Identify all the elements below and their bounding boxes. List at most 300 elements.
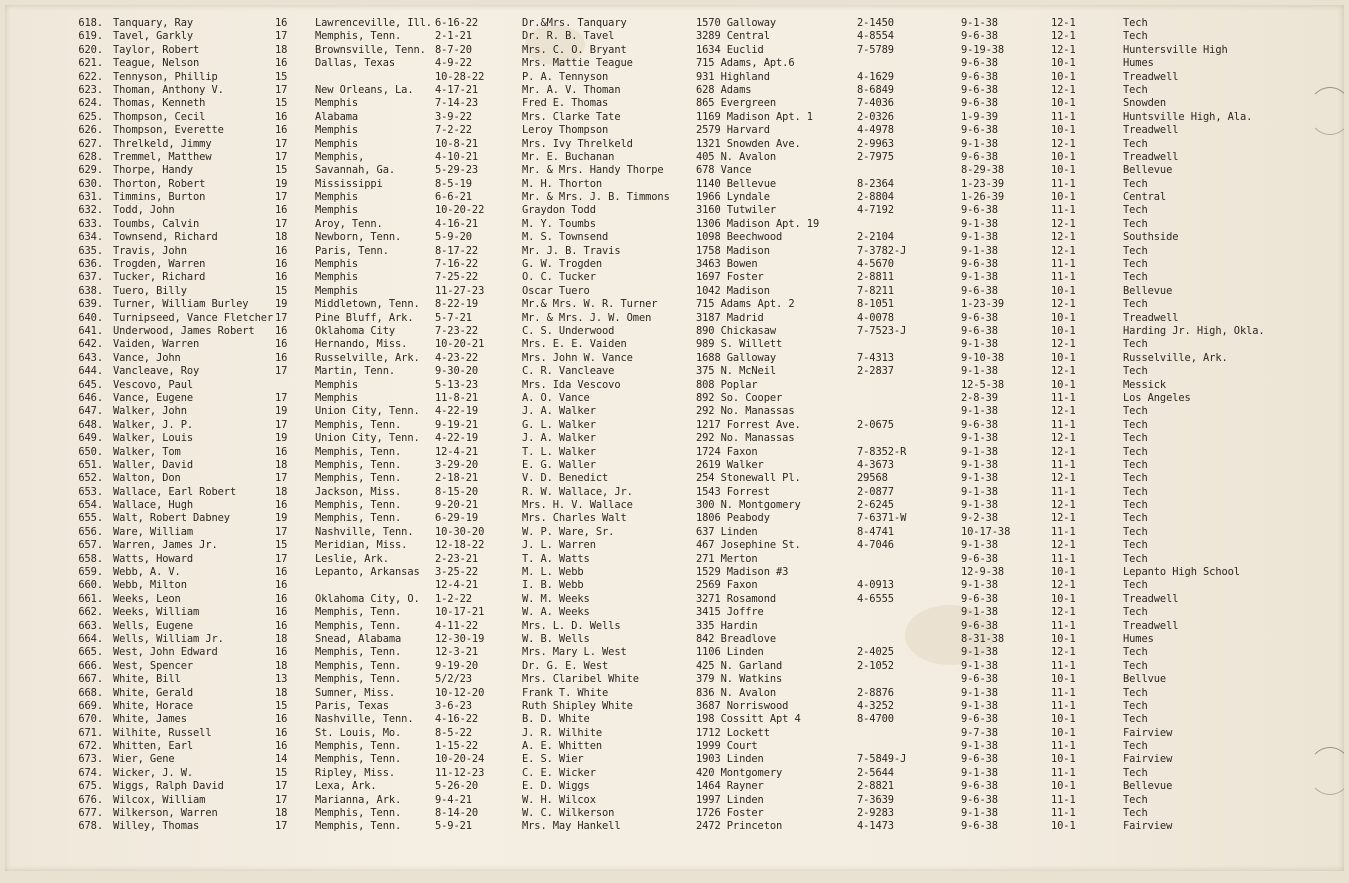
entry-number: 669. bbox=[78, 699, 103, 712]
phone-number: 4-4978 bbox=[857, 124, 894, 137]
home-address: 425 N. Garland bbox=[696, 659, 783, 672]
birth-date: 5/2/23 bbox=[435, 673, 472, 686]
home-address: 1306 Madison Apt. 19 bbox=[696, 217, 820, 230]
entry-number: 652. bbox=[78, 472, 103, 485]
student-name: Trogden, Warren bbox=[113, 258, 206, 271]
previous-school: Tech bbox=[1123, 606, 1148, 619]
grade-level: 10-1 bbox=[1051, 753, 1076, 766]
birthplace: Memphis, Tenn. bbox=[315, 807, 402, 820]
birthplace: Nashville, Tenn. bbox=[315, 525, 414, 538]
entry-number: 643. bbox=[78, 351, 103, 364]
previous-school: Russelville, Ark. bbox=[1123, 351, 1228, 364]
home-address: 375 N. McNeil bbox=[696, 365, 777, 378]
phone-number: 7-4036 bbox=[857, 97, 894, 110]
home-address: 1697 Foster bbox=[696, 271, 764, 284]
student-age: 17 bbox=[275, 150, 288, 163]
student-name: Wells, William Jr. bbox=[113, 632, 224, 645]
student-name: Willey, Thomas bbox=[113, 820, 200, 833]
register-row bbox=[5, 539, 1344, 552]
parent-name: Dr. R. B. Tavel bbox=[522, 30, 615, 43]
student-name: Whitten, Earl bbox=[113, 740, 194, 753]
previous-school: Tech bbox=[1123, 579, 1148, 592]
phone-number: 4-0078 bbox=[857, 311, 894, 324]
birth-date: 4-9-22 bbox=[435, 57, 472, 70]
grade-level: 11-1 bbox=[1051, 686, 1076, 699]
student-age: 16 bbox=[275, 566, 288, 579]
home-address: 1140 Bellevue bbox=[696, 177, 777, 190]
birthplace: Memphis, Tenn. bbox=[315, 30, 402, 43]
grade-level: 10-1 bbox=[1051, 311, 1076, 324]
student-name: Tuero, Billy bbox=[113, 284, 187, 297]
entry-number: 657. bbox=[78, 539, 103, 552]
parent-name: Fred E. Thomas bbox=[522, 97, 609, 110]
student-age: 15 bbox=[275, 699, 288, 712]
enrollment-date: 9-1-38 bbox=[961, 659, 998, 672]
previous-school: Fairview bbox=[1123, 820, 1173, 833]
enrollment-date: 9-1-38 bbox=[961, 217, 998, 230]
phone-number: 2-8876 bbox=[857, 686, 894, 699]
student-name: Vescovo, Paul bbox=[113, 378, 194, 391]
previous-school: Tech bbox=[1123, 699, 1148, 712]
student-name: West, Spencer bbox=[113, 659, 194, 672]
enrollment-date: 9-7-38 bbox=[961, 726, 998, 739]
home-address: 3687 Norriswood bbox=[696, 699, 789, 712]
register-row bbox=[5, 673, 1344, 686]
previous-school: Tech bbox=[1123, 137, 1148, 150]
birthplace: Pine Bluff, Ark. bbox=[315, 311, 414, 324]
home-address: 1724 Faxon bbox=[696, 445, 758, 458]
enrollment-date: 9-1-38 bbox=[961, 539, 998, 552]
phone-number: 8-6849 bbox=[857, 83, 894, 96]
parent-name: Mrs. May Hankell bbox=[522, 820, 621, 833]
student-age: 17 bbox=[275, 793, 288, 806]
enrollment-date: 9-1-38 bbox=[961, 646, 998, 659]
student-name: Walt, Robert Dabney bbox=[113, 512, 230, 525]
register-row bbox=[5, 512, 1344, 525]
grade-level: 11-1 bbox=[1051, 699, 1076, 712]
home-address: 1726 Foster bbox=[696, 807, 764, 820]
previous-school: Tech bbox=[1123, 418, 1148, 431]
previous-school: Tech bbox=[1123, 659, 1148, 672]
birthplace: Memphis bbox=[315, 271, 359, 284]
student-age: 16 bbox=[275, 17, 288, 29]
entry-number: 654. bbox=[78, 499, 103, 512]
student-age: 17 bbox=[275, 552, 288, 565]
birthplace: Memphis, Tenn. bbox=[315, 606, 402, 619]
register-row bbox=[5, 553, 1344, 566]
enrollment-date: 9-6-38 bbox=[961, 150, 998, 163]
student-name: Thompson, Everette bbox=[113, 124, 224, 137]
register-row bbox=[5, 794, 1344, 807]
home-address: 3289 Central bbox=[696, 30, 770, 43]
grade-level: 10-1 bbox=[1051, 673, 1076, 686]
grade-level: 11-1 bbox=[1051, 258, 1076, 271]
student-name: Taylor, Robert bbox=[113, 43, 200, 56]
birth-date: 4-17-21 bbox=[435, 83, 479, 96]
grade-level: 10-1 bbox=[1051, 164, 1076, 177]
birthplace: Hernando, Miss. bbox=[315, 338, 408, 351]
birthplace: Sumner, Miss. bbox=[315, 686, 396, 699]
phone-number: 4-8554 bbox=[857, 30, 894, 43]
register-row bbox=[5, 432, 1344, 445]
register-row bbox=[5, 579, 1344, 592]
register-row bbox=[5, 30, 1344, 43]
birth-date: 6-16-22 bbox=[435, 17, 479, 29]
enrollment-date: 9-6-38 bbox=[961, 70, 998, 83]
enrollment-date: 8-29-38 bbox=[961, 164, 1005, 177]
register-row bbox=[5, 606, 1344, 619]
student-age: 17 bbox=[275, 525, 288, 538]
grade-level: 12-1 bbox=[1051, 472, 1076, 485]
grade-level: 12-1 bbox=[1051, 499, 1076, 512]
register-row bbox=[5, 71, 1344, 84]
student-name: Thoman, Anthony V. bbox=[113, 83, 224, 96]
previous-school: Messick bbox=[1123, 378, 1167, 391]
student-name: Teague, Nelson bbox=[113, 57, 200, 70]
birth-date: 3-25-22 bbox=[435, 566, 479, 579]
parent-name: Mr. J. B. Travis bbox=[522, 244, 621, 257]
home-address: 405 N. Avalon bbox=[696, 150, 777, 163]
student-name: White, Bill bbox=[113, 673, 181, 686]
grade-level: 10-1 bbox=[1051, 70, 1076, 83]
phone-number: 4-1473 bbox=[857, 820, 894, 833]
phone-number: 2-2837 bbox=[857, 365, 894, 378]
home-address: 1543 Forrest bbox=[696, 485, 770, 498]
birth-date: 3-6-23 bbox=[435, 699, 472, 712]
birth-date: 5-7-21 bbox=[435, 311, 472, 324]
register-row bbox=[5, 392, 1344, 405]
entry-number: 642. bbox=[78, 338, 103, 351]
enrollment-date: 9-6-38 bbox=[961, 204, 998, 217]
student-age: 18 bbox=[275, 659, 288, 672]
previous-school: Tech bbox=[1123, 485, 1148, 498]
home-address: 1688 Galloway bbox=[696, 351, 777, 364]
home-address: 715 Adams Apt. 2 bbox=[696, 298, 795, 311]
birthplace: Russelville, Ark. bbox=[315, 351, 420, 364]
grade-level: 10-1 bbox=[1051, 124, 1076, 137]
birthplace: Union City, Tenn. bbox=[315, 432, 420, 445]
birthplace: Memphis, Tenn. bbox=[315, 659, 402, 672]
student-name: Walker, J. P. bbox=[113, 418, 194, 431]
student-age: 16 bbox=[275, 110, 288, 123]
birth-date: 4-16-22 bbox=[435, 713, 479, 726]
student-name: White, James bbox=[113, 713, 187, 726]
parent-name: P. A. Tennyson bbox=[522, 70, 609, 83]
previous-school: Tech bbox=[1123, 807, 1148, 820]
student-age: 17 bbox=[275, 83, 288, 96]
student-name: West, John Edward bbox=[113, 646, 218, 659]
birth-date: 9-4-21 bbox=[435, 793, 472, 806]
ledger-page bbox=[5, 5, 1344, 871]
birth-date: 4-10-21 bbox=[435, 150, 479, 163]
previous-school: Tech bbox=[1123, 365, 1148, 378]
student-name: Tavel, Garkly bbox=[113, 30, 194, 43]
parent-name: Graydon Todd bbox=[522, 204, 596, 217]
birth-date: 9-19-21 bbox=[435, 418, 479, 431]
student-age: 16 bbox=[275, 271, 288, 284]
grade-level: 11-1 bbox=[1051, 766, 1076, 779]
student-age: 17 bbox=[275, 311, 288, 324]
phone-number: 2-1450 bbox=[857, 17, 894, 29]
previous-school: Bellevue bbox=[1123, 164, 1173, 177]
phone-number: 4-3673 bbox=[857, 458, 894, 471]
phone-number: 29568 bbox=[857, 472, 888, 485]
register-row bbox=[5, 593, 1344, 606]
parent-name: J. L. Warren bbox=[522, 539, 596, 552]
phone-number: 7-4313 bbox=[857, 351, 894, 364]
register-row bbox=[5, 231, 1344, 244]
previous-school: Huntsville High, Ala. bbox=[1123, 110, 1253, 123]
grade-level: 12-1 bbox=[1051, 17, 1076, 29]
phone-number: 7-8211 bbox=[857, 284, 894, 297]
entry-number: 648. bbox=[78, 418, 103, 431]
student-age: 17 bbox=[275, 820, 288, 833]
enrollment-date: 9-1-38 bbox=[961, 766, 998, 779]
enrollment-date: 1-23-39 bbox=[961, 177, 1005, 190]
register-row bbox=[5, 138, 1344, 151]
enrollment-date: 9-6-38 bbox=[961, 57, 998, 70]
home-address: 989 S. Willett bbox=[696, 338, 783, 351]
parent-name: Mr.& Mrs. W. R. Turner bbox=[522, 298, 658, 311]
previous-school: Tech bbox=[1123, 512, 1148, 525]
student-age: 15 bbox=[275, 97, 288, 110]
entry-number: 641. bbox=[78, 324, 103, 337]
phone-number: 8-4741 bbox=[857, 525, 894, 538]
phone-number: 7-6371-W bbox=[857, 512, 907, 525]
birth-date: 10-17-21 bbox=[435, 606, 485, 619]
birth-date: 10-20-24 bbox=[435, 753, 485, 766]
entry-number: 672. bbox=[78, 740, 103, 753]
parent-name: W. P. Ware, Sr. bbox=[522, 525, 615, 538]
home-address: 198 Cossitt Apt 4 bbox=[696, 713, 801, 726]
birth-date: 5-13-23 bbox=[435, 378, 479, 391]
home-address: 3271 Rosamond bbox=[696, 592, 777, 605]
grade-level: 12-1 bbox=[1051, 137, 1076, 150]
previous-school: Treadwell bbox=[1123, 150, 1179, 163]
previous-school: Tech bbox=[1123, 217, 1148, 230]
grade-level: 10-1 bbox=[1051, 566, 1076, 579]
home-address: 931 Highland bbox=[696, 70, 770, 83]
phone-number: 4-3252 bbox=[857, 699, 894, 712]
birth-date: 10-20-21 bbox=[435, 338, 485, 351]
grade-level: 11-1 bbox=[1051, 552, 1076, 565]
previous-school: Tech bbox=[1123, 713, 1148, 726]
parent-name: Mrs. Clarke Tate bbox=[522, 110, 621, 123]
entry-number: 636. bbox=[78, 258, 103, 271]
student-register bbox=[5, 17, 1344, 834]
register-row bbox=[5, 178, 1344, 191]
home-address: 836 N. Avalon bbox=[696, 686, 777, 699]
home-address: 1966 Lyndale bbox=[696, 191, 770, 204]
enrollment-date: 9-6-38 bbox=[961, 97, 998, 110]
home-address: 3415 Joffre bbox=[696, 606, 764, 619]
parent-name: Ruth Shipley White bbox=[522, 699, 633, 712]
student-name: Thomas, Kenneth bbox=[113, 97, 206, 110]
previous-school: Humes bbox=[1123, 57, 1154, 70]
grade-level: 12-1 bbox=[1051, 365, 1076, 378]
enrollment-date: 9-6-38 bbox=[961, 311, 998, 324]
phone-number: 2-8804 bbox=[857, 191, 894, 204]
entry-number: 620. bbox=[78, 43, 103, 56]
birthplace: Memphis, Tenn. bbox=[315, 499, 402, 512]
student-name: Turnipseed, Vance Fletcher bbox=[113, 311, 274, 324]
previous-school: Tech bbox=[1123, 244, 1148, 257]
previous-school: Treadwell bbox=[1123, 619, 1179, 632]
student-name: Wallace, Earl Robert bbox=[113, 485, 237, 498]
birth-date: 11-27-23 bbox=[435, 284, 485, 297]
previous-school: Bellevue bbox=[1123, 780, 1173, 793]
birthplace: Memphis, Tenn. bbox=[315, 673, 402, 686]
parent-name: Mrs. Ivy Threlkeld bbox=[522, 137, 633, 150]
entry-number: 637. bbox=[78, 271, 103, 284]
enrollment-date: 9-19-38 bbox=[961, 43, 1005, 56]
entry-number: 630. bbox=[78, 177, 103, 190]
birth-date: 5-9-21 bbox=[435, 820, 472, 833]
entry-number: 670. bbox=[78, 713, 103, 726]
birthplace: Memphis, bbox=[315, 150, 365, 163]
parent-name: Mr. & Mrs. Handy Thorpe bbox=[522, 164, 664, 177]
student-name: Threlkeld, Jimmy bbox=[113, 137, 212, 150]
student-age: 16 bbox=[275, 324, 288, 337]
birthplace: Aroy, Tenn. bbox=[315, 217, 383, 230]
register-row bbox=[5, 191, 1344, 204]
student-name: Wilhite, Russell bbox=[113, 726, 212, 739]
register-row bbox=[5, 111, 1344, 124]
enrollment-date: 9-1-38 bbox=[961, 17, 998, 29]
register-row bbox=[5, 245, 1344, 258]
grade-level: 11-1 bbox=[1051, 740, 1076, 753]
home-address: 1758 Madison bbox=[696, 244, 770, 257]
student-age: 15 bbox=[275, 539, 288, 552]
entry-number: 635. bbox=[78, 244, 103, 257]
home-address: 865 Evergreen bbox=[696, 97, 777, 110]
grade-level: 10-1 bbox=[1051, 592, 1076, 605]
birthplace: Jackson, Miss. bbox=[315, 485, 402, 498]
student-age: 16 bbox=[275, 258, 288, 271]
parent-name: Mrs. John W. Vance bbox=[522, 351, 633, 364]
grade-level: 11-1 bbox=[1051, 271, 1076, 284]
parent-name: E. S. Wier bbox=[522, 753, 584, 766]
entry-number: 621. bbox=[78, 57, 103, 70]
birth-date: 4-11-22 bbox=[435, 619, 479, 632]
register-row bbox=[5, 365, 1344, 378]
student-age: 14 bbox=[275, 753, 288, 766]
grade-level: 10-1 bbox=[1051, 284, 1076, 297]
student-name: Waller, David bbox=[113, 458, 194, 471]
student-name: Ware, William bbox=[113, 525, 194, 538]
register-row bbox=[5, 472, 1344, 485]
entry-number: 622. bbox=[78, 70, 103, 83]
register-row bbox=[5, 780, 1344, 793]
birth-date: 8-22-19 bbox=[435, 298, 479, 311]
entry-number: 645. bbox=[78, 378, 103, 391]
birthplace: Paris, Tenn. bbox=[315, 244, 389, 257]
previous-school: Tech bbox=[1123, 258, 1148, 271]
student-age: 19 bbox=[275, 432, 288, 445]
register-row bbox=[5, 44, 1344, 57]
entry-number: 666. bbox=[78, 659, 103, 672]
home-address: 1098 Beechwood bbox=[696, 231, 783, 244]
home-address: 2619 Walker bbox=[696, 458, 764, 471]
grade-level: 12-1 bbox=[1051, 338, 1076, 351]
student-age: 15 bbox=[275, 766, 288, 779]
home-address: 1529 Madison #3 bbox=[696, 566, 789, 579]
previous-school: Tech bbox=[1123, 445, 1148, 458]
previous-school: Central bbox=[1123, 191, 1167, 204]
student-age: 17 bbox=[275, 137, 288, 150]
student-age: 18 bbox=[275, 807, 288, 820]
enrollment-date: 9-6-38 bbox=[961, 284, 998, 297]
enrollment-date: 10-17-38 bbox=[961, 525, 1011, 538]
student-name: Vance, Eugene bbox=[113, 391, 194, 404]
student-name: Weeks, Leon bbox=[113, 592, 181, 605]
student-name: Tanquary, Ray bbox=[113, 17, 194, 29]
birth-date: 5-9-20 bbox=[435, 231, 472, 244]
birth-date: 2-23-21 bbox=[435, 552, 479, 565]
birthplace: Memphis bbox=[315, 124, 359, 137]
previous-school: Tech bbox=[1123, 499, 1148, 512]
grade-level: 10-1 bbox=[1051, 150, 1076, 163]
student-name: Thorton, Robert bbox=[113, 177, 206, 190]
phone-number: 2-5644 bbox=[857, 766, 894, 779]
enrollment-date: 1-26-39 bbox=[961, 191, 1005, 204]
student-age: 15 bbox=[275, 70, 288, 83]
previous-school: Southside bbox=[1123, 231, 1179, 244]
birthplace: Meridian, Miss. bbox=[315, 539, 408, 552]
birthplace: Union City, Tenn. bbox=[315, 405, 420, 418]
phone-number: 8-4700 bbox=[857, 713, 894, 726]
enrollment-date: 2-8-39 bbox=[961, 391, 998, 404]
birth-date: 8-17-22 bbox=[435, 244, 479, 257]
parent-name: T. L. Walker bbox=[522, 445, 596, 458]
student-age: 18 bbox=[275, 632, 288, 645]
home-address: 890 Chickasaw bbox=[696, 324, 777, 337]
register-row bbox=[5, 566, 1344, 579]
birthplace: Leslie, Ark. bbox=[315, 552, 389, 565]
birthplace: Memphis, Tenn. bbox=[315, 445, 402, 458]
previous-school: Humes bbox=[1123, 632, 1154, 645]
home-address: 1634 Euclid bbox=[696, 43, 764, 56]
student-age: 16 bbox=[275, 713, 288, 726]
parent-name: J. A. Walker bbox=[522, 432, 596, 445]
previous-school: Huntersville High bbox=[1123, 43, 1228, 56]
grade-level: 10-1 bbox=[1051, 324, 1076, 337]
parent-name: Oscar Tuero bbox=[522, 284, 590, 297]
student-age: 18 bbox=[275, 686, 288, 699]
grade-level: 12-1 bbox=[1051, 579, 1076, 592]
student-age: 13 bbox=[275, 673, 288, 686]
birth-date: 3-29-20 bbox=[435, 458, 479, 471]
home-address: 300 N. Montgomery bbox=[696, 499, 801, 512]
home-address: 335 Hardin bbox=[696, 619, 758, 632]
home-address: 842 Breadlove bbox=[696, 632, 777, 645]
grade-level: 12-1 bbox=[1051, 298, 1076, 311]
student-name: Wier, Gene bbox=[113, 753, 175, 766]
phone-number: 7-8352-R bbox=[857, 445, 907, 458]
phone-number: 7-3782-J bbox=[857, 244, 907, 257]
birthplace: Oklahoma City, O. bbox=[315, 592, 420, 605]
enrollment-date: 9-1-38 bbox=[961, 740, 998, 753]
birth-date: 7-25-22 bbox=[435, 271, 479, 284]
register-row bbox=[5, 753, 1344, 766]
previous-school: Tech bbox=[1123, 17, 1148, 29]
birthplace: Ripley, Miss. bbox=[315, 766, 396, 779]
home-address: 420 Montgomery bbox=[696, 766, 783, 779]
birthplace: Memphis bbox=[315, 204, 359, 217]
birthplace: Memphis, Tenn. bbox=[315, 753, 402, 766]
home-address: 892 So. Cooper bbox=[696, 391, 783, 404]
grade-level: 11-1 bbox=[1051, 485, 1076, 498]
